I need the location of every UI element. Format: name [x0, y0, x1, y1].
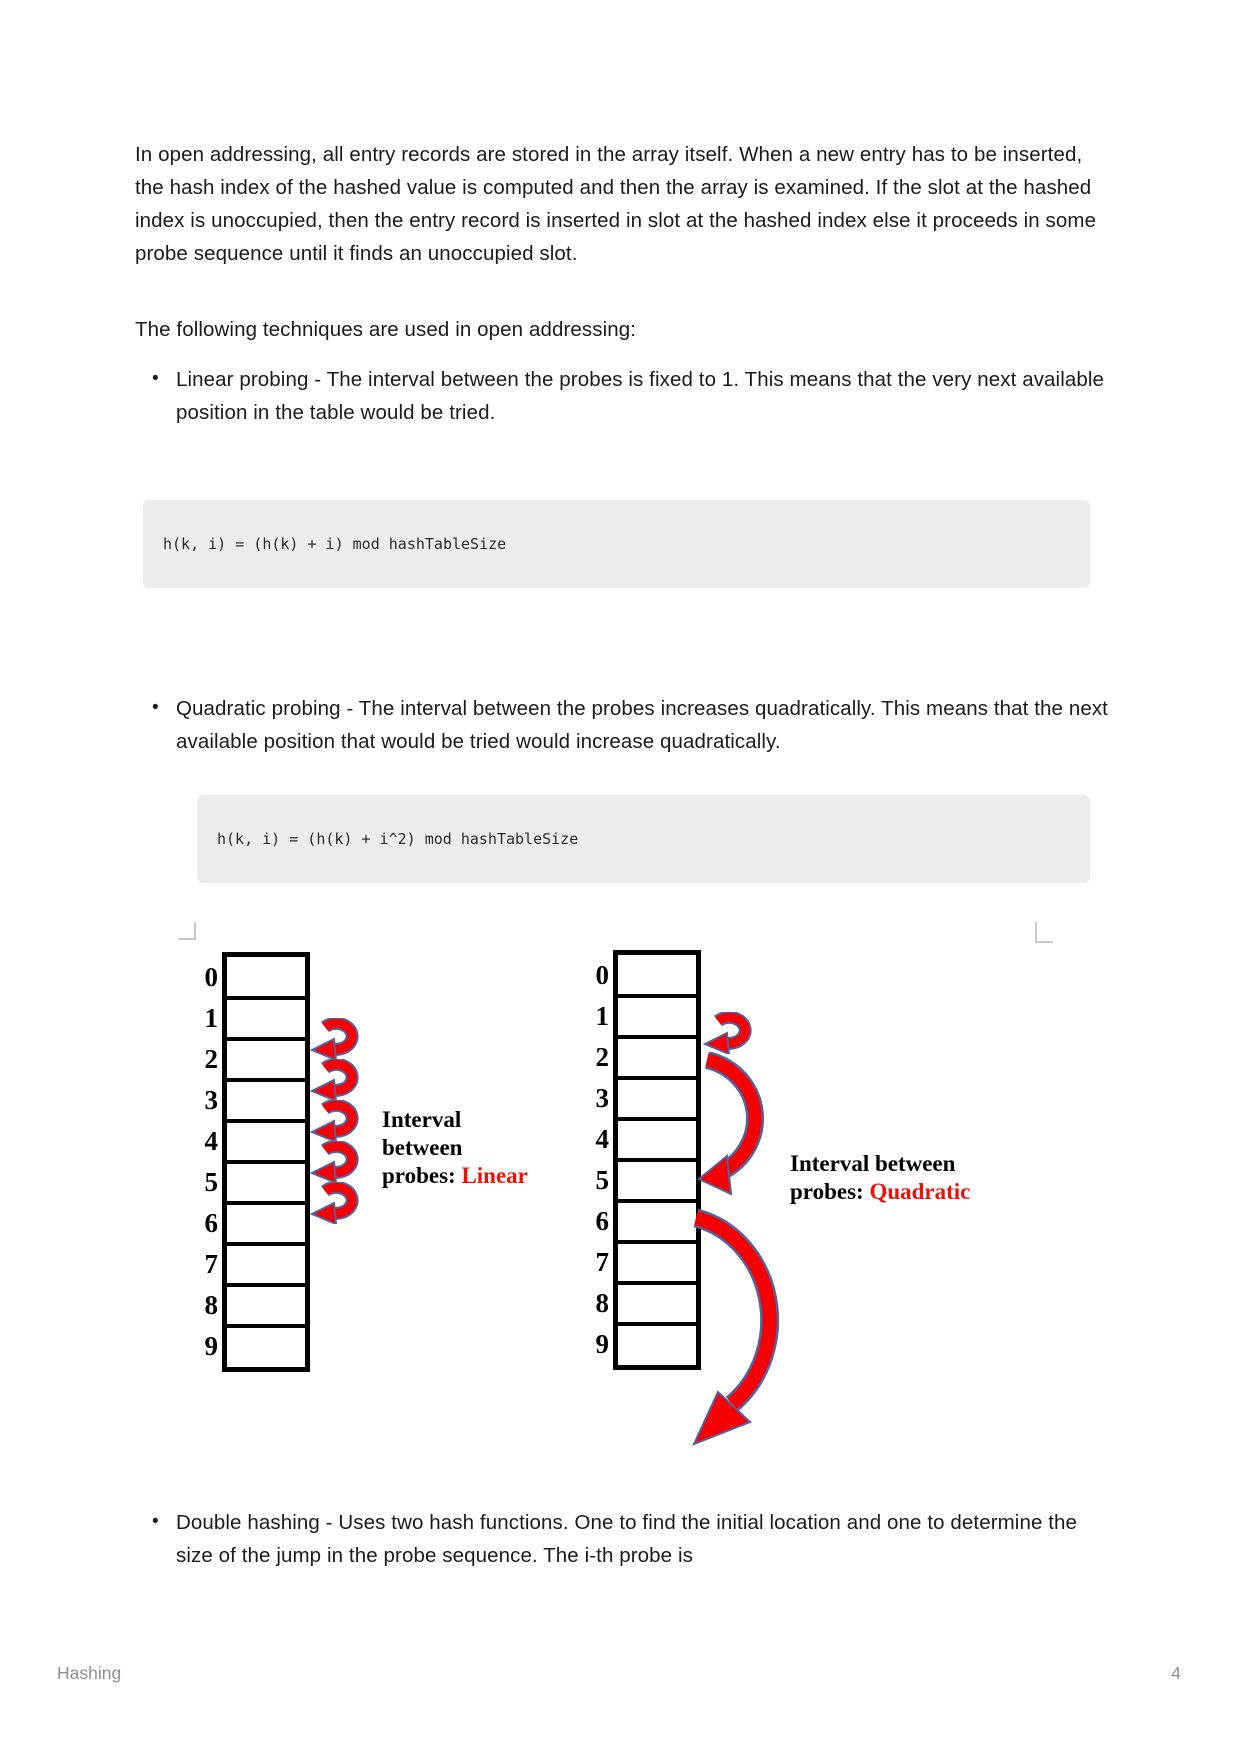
row-separator	[618, 1158, 696, 1162]
bullet-icon: •	[152, 697, 159, 718]
row-separator	[227, 1078, 305, 1082]
row-label: 6	[595, 1206, 609, 1236]
bullet-double-hashing	[150, 1506, 1116, 1572]
row-label: 8	[595, 1288, 609, 1318]
row-separator	[618, 1035, 696, 1039]
quadratic-caption-line2: probes: Quadratic	[790, 1179, 971, 1204]
row-label: 6	[204, 1208, 218, 1238]
row-separator	[618, 1117, 696, 1121]
row-separator	[618, 1199, 696, 1203]
footer-page-number: 4	[1171, 1663, 1181, 1683]
linear-caption	[382, 1106, 528, 1190]
code-quadratic-text: h(k, i) = (h(k) + i^2) mod hashTableSize	[217, 830, 579, 848]
image-corner-mark-left	[178, 922, 196, 940]
row-label: 0	[204, 962, 218, 992]
row-label: 7	[595, 1247, 609, 1277]
row-separator	[618, 1076, 696, 1080]
row-label: 4	[595, 1124, 609, 1154]
probe-arrow-icon	[310, 1100, 362, 1142]
row-label: 3	[204, 1085, 218, 1115]
row-label: 3	[595, 1083, 609, 1113]
linear-caption-accent: Linear	[461, 1163, 528, 1188]
row-separator	[227, 1242, 305, 1246]
probe-arrow-icon	[310, 1059, 362, 1101]
row-label: 8	[204, 1290, 218, 1320]
bullet-quadratic-probing-text: Quadratic probing - The interval between the probes increases quadratically. This means that the next available position that would be tried would increase quadratically.	[176, 697, 1108, 753]
row-label: 2	[204, 1044, 218, 1074]
row-separator	[618, 994, 696, 998]
row-label: 9	[204, 1331, 218, 1361]
quadratic-caption-accent: Quadratic	[869, 1179, 971, 1204]
row-label: 9	[595, 1329, 609, 1359]
row-separator	[618, 1240, 696, 1244]
row-separator	[227, 996, 305, 1000]
bullet-icon: •	[152, 368, 159, 389]
row-separator	[227, 1119, 305, 1123]
row-label: 5	[204, 1167, 218, 1197]
row-separator	[227, 1037, 305, 1041]
row-label: 7	[204, 1249, 218, 1279]
footer-document-title: Hashing	[57, 1663, 122, 1683]
probe-arrow-icon	[310, 1141, 362, 1183]
image-corner-mark-right	[1035, 922, 1053, 943]
quadratic-caption	[790, 1150, 970, 1206]
probe-arrow-icon	[310, 1018, 362, 1060]
linear-caption-line1: Interval	[382, 1107, 462, 1132]
row-label: 4	[204, 1126, 218, 1156]
row-separator	[618, 1281, 696, 1285]
row-separator	[227, 1160, 305, 1164]
row-label: 5	[595, 1165, 609, 1195]
bullet-linear-probing	[150, 363, 1116, 429]
bullet-quadratic-probing	[150, 692, 1116, 758]
row-separator	[227, 1324, 305, 1328]
probe-arrow-icon	[310, 1182, 362, 1224]
code-linear-text: h(k, i) = (h(k) + i) mod hashTableSize	[163, 535, 507, 553]
bullet-icon: •	[152, 1511, 159, 1532]
probe-arrow-icon	[703, 1012, 755, 1054]
row-label: 1	[204, 1003, 218, 1033]
bullet-double-hashing-text: Double hashing - Uses two hash functions. One to find the initial location and one to determine the size of the jump in the probe sequence. The i-th probe is	[176, 1511, 1078, 1567]
code-block-quadratic	[197, 795, 1090, 883]
linear-caption-line2: between	[382, 1135, 463, 1160]
probing-diagram	[0, 900, 1240, 1460]
row-label: 0	[595, 960, 609, 990]
linear-caption-line3: probes: Linear	[382, 1163, 528, 1188]
probe-arc-medium-icon	[697, 1052, 792, 1202]
hash-table-linear	[222, 952, 310, 1372]
probe-arc-large-icon	[688, 1208, 813, 1453]
row-label: 2	[595, 1042, 609, 1072]
code-block-linear	[143, 500, 1090, 588]
quadratic-caption-line1: Interval between	[790, 1151, 956, 1176]
row-separator	[618, 1322, 696, 1326]
row-separator	[227, 1283, 305, 1287]
paragraph-techniques-intro: The following techniques are used in open addressing:	[135, 318, 637, 341]
row-separator	[227, 1201, 305, 1205]
paragraph-open-addressing: In open addressing, all entry records are stored in the array itself. When a new entry has to be inserted, the hash index of the hashed value is computed and then the array is examined. If the slot at the hashed index is unoccupied, then the entry record is inserted in slot at the hashed index else it proceeds in some probe sequence until it finds an unoccupied slot.	[135, 143, 1097, 265]
bullet-linear-probing-text: Linear probing - The interval between the probes is fixed to 1. This means that the very next available position in the table would be tried.	[176, 368, 1105, 424]
row-label: 1	[595, 1001, 609, 1031]
